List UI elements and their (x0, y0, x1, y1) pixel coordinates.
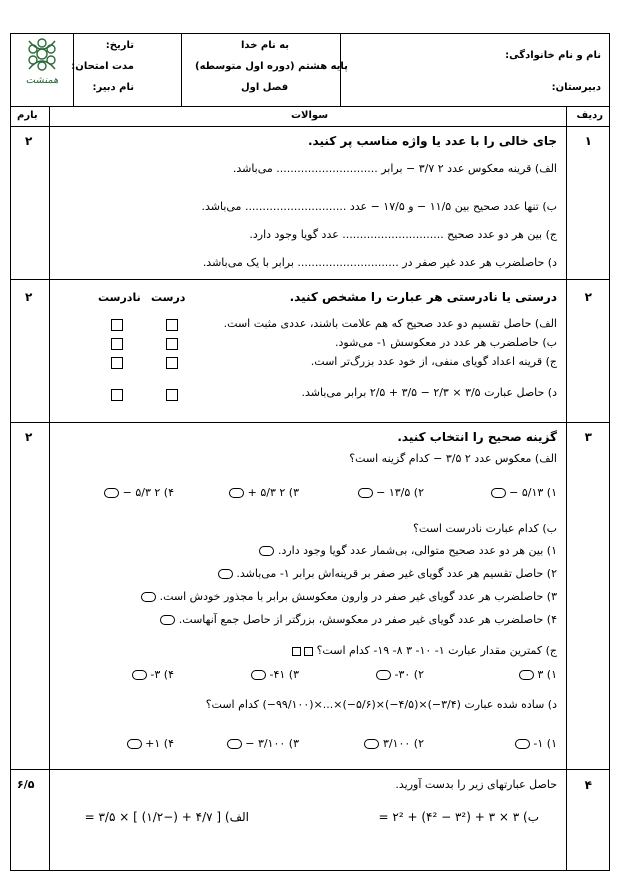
answer-oval[interactable] (218, 569, 233, 579)
answer-oval[interactable] (364, 739, 379, 749)
false-checkbox-c[interactable] (111, 357, 123, 369)
page-title: به نام خدا (241, 40, 290, 51)
question-4-number: ۴ (584, 778, 592, 792)
question-1b: ب) تنها عدد صحیح بین ۱۱/۵ − و ۱۷/۵ − عدد ............................. می‌باشد. (201, 200, 557, 213)
question-2-title: درستی یا نادرستی هر عبارت را مشخص کنید. (289, 290, 557, 304)
true-checkbox-a[interactable] (166, 319, 178, 331)
duration-label: مدت امتحان: (71, 61, 134, 72)
option-3b-3[interactable]: ۳) حاصلضرب هر عدد گویای غیر صفر در وارون معکوسش برابر با مجذور خودش است. (141, 590, 557, 603)
question-3-number: ۳ (584, 430, 592, 444)
option-3b-4[interactable]: ۴) حاصلضرب هر عدد گویای غیر صفر در معکوسش، بزرگتر از حاصل جمع آنهاست. (160, 613, 557, 626)
answer-oval[interactable] (491, 488, 506, 498)
true-checkbox-d[interactable] (166, 389, 178, 401)
question-2c: ج) قرینه اعداد گویای منفی، از خود عدد بزرگ‌تر است. (310, 355, 557, 368)
grade-label: پایه هشتم (دوره اول متوسطه) (195, 61, 348, 72)
answer-oval[interactable] (104, 488, 119, 498)
question-3-title: گزینه صحیح را انتخاب کنید. (397, 430, 557, 444)
option-3c-2[interactable]: ۲) ۳۰- (376, 668, 424, 681)
question-4-score: ۶/۵ (17, 778, 35, 791)
svg-text:همنشت: همنشت (25, 75, 59, 86)
option-3d-2[interactable]: ۲) ۳/۱۰۰ (364, 737, 424, 750)
false-checkbox-d[interactable] (111, 389, 123, 401)
question-2-score: ۲ (25, 290, 33, 304)
option-3a-2[interactable]: ۲) ۱۳/۵ − (358, 486, 424, 499)
question-2a: الف) حاصل تقسیم دو عدد صحیح که هم علامت باشند، عددی مثبت است. (223, 317, 557, 330)
option-3b-1[interactable]: ۱) بین هر دو عدد صحیح متوالی، بی‌شمار عدد گویا وجود دارد. (259, 544, 557, 557)
answer-oval[interactable] (376, 670, 391, 680)
question-4-title: حاصل عبارتهای زیر را بدست آورید. (395, 778, 557, 791)
question-1-title: جای خالی را با عدد یا واژه مناسب پر کنید. (307, 134, 557, 148)
option-3a-3[interactable]: ۳) ۲ ۵/۳ + (229, 486, 299, 499)
false-column-label: نادرست (98, 291, 141, 304)
question-2b: ب) حاصلضرب هر عدد در معکوسش ۱- می‌شود. (335, 336, 557, 349)
exam-sheet (10, 33, 610, 871)
option-3d-1[interactable]: ۱) ۱- (515, 737, 557, 750)
blank-square (292, 647, 301, 656)
question-1-score: ۲ (25, 134, 33, 148)
option-3a-1[interactable]: ۱) ۵/۱۳ − (491, 486, 557, 499)
question-1c: ج) بین هر دو عدد صحیح ............................. عدد گویا وجود دارد. (249, 228, 557, 241)
answer-oval[interactable] (127, 739, 142, 749)
blank-square (304, 647, 313, 656)
question-1-number: ۱ (584, 134, 592, 148)
false-checkbox-b[interactable] (111, 338, 123, 350)
option-3d-3[interactable]: ۳) ۳/۱۰۰ − (227, 737, 299, 750)
question-3d: د) ساده شده عبارت (۳/۴−)×(۴/۵−)×(۵/۶−)×...×(۹۹/۱۰۰−) کدام است؟ (205, 698, 557, 711)
question-3b: ب) کدام عبارت نادرست است؟ (413, 522, 557, 535)
student-name-label: نام و نام خانوادگی: (505, 50, 601, 61)
answer-oval[interactable] (358, 488, 373, 498)
question-1d: د) حاصلضرب هر عدد غیر صفر در ............................. برابر با یک می‌باشد. (202, 256, 557, 269)
chapter-label: فصل اول (241, 82, 289, 93)
question-1a: الف) قرینه معکوس عدد ۲ ۳/۷ − برابر ............................. می‌باشد. (232, 162, 557, 175)
teacher-label: نام دبیر: (92, 82, 134, 93)
option-3c-1[interactable]: ۱) ۳ (519, 668, 557, 681)
true-checkbox-b[interactable] (166, 338, 178, 350)
true-checkbox-c[interactable] (166, 357, 178, 369)
column-questions-header: سوالات (291, 110, 329, 121)
answer-oval[interactable] (160, 615, 175, 625)
answer-oval[interactable] (141, 592, 156, 602)
column-score-header: بارم (17, 110, 38, 121)
option-3b-2[interactable]: ۲) حاصل تقسیم هر عدد گویای غیر صفر بر قرینه‌اش برابر ۱- می‌باشد. (218, 567, 557, 580)
option-3d-4[interactable]: ۴) ۱+ (127, 737, 174, 750)
question-3a: الف) معکوس عدد ۲ ۳/۵ − کدام گزینه است؟ (349, 452, 557, 465)
answer-oval[interactable] (515, 739, 530, 749)
question-3-score: ۲ (25, 430, 33, 444)
option-3c-4[interactable]: ۴) ۳- (132, 668, 174, 681)
option-3a-4[interactable]: ۴) ۲ ۵/۳ − (104, 486, 174, 499)
question-4b: ب) ۳ × ۳ + (۳² − ۴²) + ۲² = (378, 810, 539, 824)
column-row-header: ردیف (576, 110, 603, 121)
answer-oval[interactable] (227, 739, 242, 749)
school-logo-icon (17, 37, 67, 89)
answer-oval[interactable] (229, 488, 244, 498)
answer-oval[interactable] (519, 670, 534, 680)
option-3c-3[interactable]: ۳) ۴۱- (251, 668, 299, 681)
school-label: دبیرستان: (551, 82, 601, 93)
answer-oval[interactable] (132, 670, 147, 680)
question-3c: ج) کمترین مقدار عبارت ۱- ۱۰- ۳ ۸- ۱۹- کدام است؟ (292, 644, 557, 657)
question-2d: د) حاصل عبارت ۳/۵ × ۲/۳ − ۳/۵ + ۲/۵ برابر می‌باشد. (301, 386, 557, 399)
true-column-label: درست (151, 291, 186, 304)
question-2-number: ۲ (584, 290, 592, 304)
answer-oval[interactable] (259, 546, 274, 556)
question-4a: الف) [ ۴/۷ + (−۱/۲) ] × ۳/۵ = (84, 810, 249, 824)
answer-oval[interactable] (251, 670, 266, 680)
date-label: تاریخ: (105, 40, 134, 51)
false-checkbox-a[interactable] (111, 319, 123, 331)
